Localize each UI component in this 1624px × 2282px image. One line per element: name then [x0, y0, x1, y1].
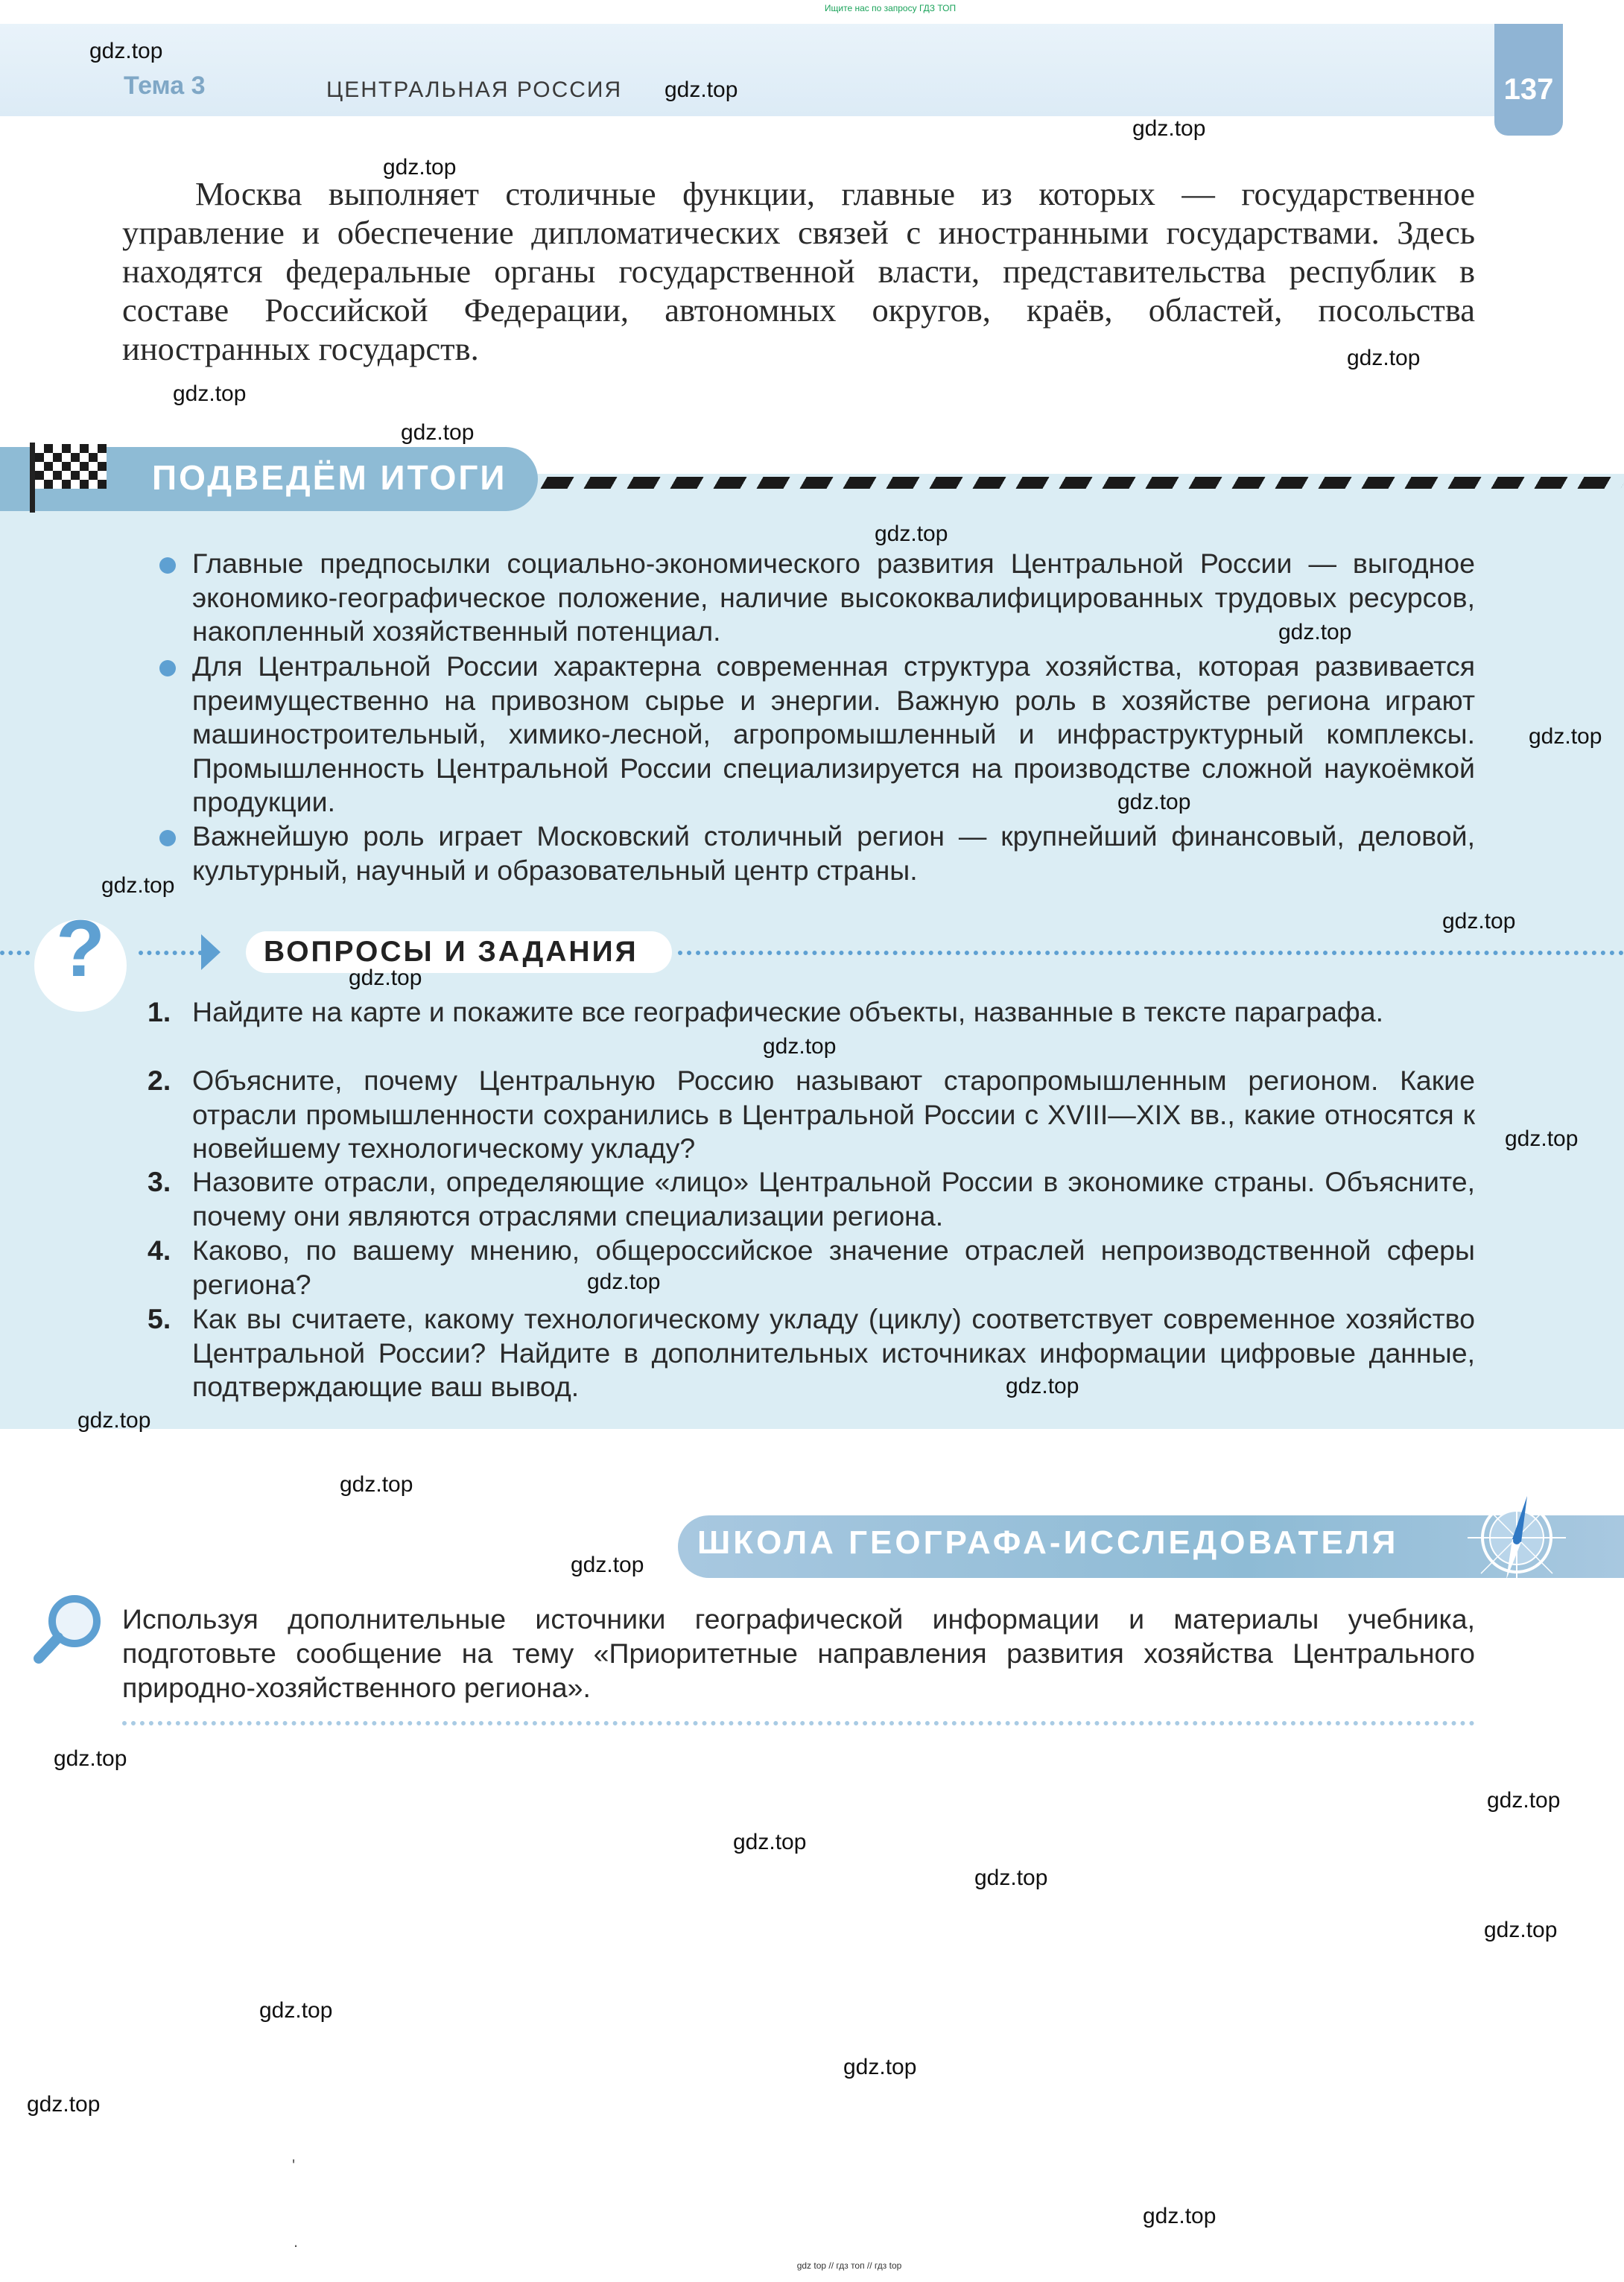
watermark: gdz.top — [1442, 909, 1516, 934]
watermark: gdz.top — [89, 39, 163, 63]
watermark: gdz.top — [1006, 1374, 1079, 1398]
question-number: 4. — [148, 1235, 171, 1266]
arrow-right-icon — [201, 934, 221, 970]
watermark: gdz.top — [1484, 1918, 1558, 1942]
question-number: 1. — [148, 996, 171, 1027]
watermark: gdz.top — [101, 873, 175, 898]
watermark: gdz.top — [1505, 1126, 1579, 1151]
watermark: gdz.top — [1347, 346, 1421, 370]
watermark: gdz.top — [763, 1034, 837, 1059]
section-title: ЦЕНТРАЛЬНАЯ РОССИЯ — [326, 77, 623, 102]
summary-bullet — [192, 650, 1475, 820]
question-item — [148, 1165, 1475, 1233]
watermark: gdz.top — [27, 2092, 101, 2117]
question-text: Каково, по вашему мнению, общероссийское значение отраслей непроизводственной сферы региона? — [192, 1235, 1475, 1300]
magnifier-icon — [31, 1591, 106, 1666]
compass-icon — [1465, 1486, 1569, 1590]
checkered-flag-icon — [35, 444, 107, 489]
watermark: gdz.top — [733, 1830, 807, 1854]
question-number: 5. — [148, 1303, 171, 1334]
question-item — [148, 1302, 1475, 1404]
watermark: gdz.top — [383, 155, 457, 180]
watermark: gdz.top — [875, 522, 948, 546]
bullet-dot-icon — [159, 557, 176, 574]
watermark: gdz.top — [54, 1746, 127, 1771]
question-text: Объясните, почему Центральную Россию называют старопромышленным регионом. Какие отрасли промышленности сохранились в Центральной России с XVIII—XIX вв., какие относятся к новейшему технологическому укладу? — [192, 1065, 1475, 1164]
question-text: Найдите на карте и покажите все географические объекты, названные в тексте параграфа. — [192, 996, 1384, 1027]
watermark: gdz.top — [1487, 1788, 1561, 1813]
bullet-dot-icon — [159, 660, 176, 676]
questions-dots-mid — [139, 951, 203, 955]
summary-dashed-line — [540, 477, 1624, 489]
watermark: gdz.top — [173, 381, 247, 406]
bottom-banner-text: gdz top // гдз топ // гдз top — [796, 2260, 902, 2271]
intro-paragraph: Москва выполняет столичные функции, главные из которых — государственное управление и обеспечение дипломатических связей с иностранными государствами. Здесь находятся федеральные органы государственной власти, представительства республик в составе Российской Федерации, автономных округов, краёв, областей, посольства иностранных государств. — [122, 175, 1475, 367]
question-item — [148, 1064, 1475, 1166]
watermark: gdz.top — [1132, 116, 1206, 141]
summary-bullet-text: Важнейшую роль играет Московский столичный регион — крупнейший финансовый, деловой, культурный, научный и образовательный центр страны. — [192, 820, 1475, 886]
watermark: gdz.top — [1278, 620, 1352, 644]
watermark: gdz.top — [1117, 790, 1191, 814]
question-text: Назовите отрасли, определяющие «лицо» Центральной России в экономике страны. Объясните, почему они являются отраслями специализации региона. — [192, 1166, 1475, 1232]
question-number: 2. — [148, 1065, 171, 1096]
top-banner-text: Ищите нас по запросу ГДЗ ТОП — [824, 3, 957, 13]
question-mark-icon: ? — [56, 903, 105, 993]
questions-dots-right — [678, 951, 1624, 955]
watermark: gdz.top — [664, 77, 738, 102]
school-dotted-line — [122, 1721, 1475, 1725]
question-item — [148, 995, 1475, 1030]
question-text: Как вы считаете, какому технологическому укладу (циклу) соответствует современное хозяйство Центральной России? Найдите в дополнительных источниках информации цифровые данные, подтверждающие ваш вывод. — [192, 1303, 1475, 1402]
scan-speck: . — [294, 2232, 299, 2251]
watermark: gdz.top — [259, 1998, 333, 2023]
summary-bullet — [192, 820, 1475, 887]
topic-label: Тема 3 — [124, 72, 206, 100]
summary-bullet-text: Для Центральной России характерна современная структура хозяйства, которая развивается преимущественно на привозном сырье и энергии. Важную роль в хозяйстве региона играют машиностроительный, химико-лесной, агропромышленный и инфраструктурный комплексы. Промышленность Центральной России специализируется на производстве сложной наукоёмкой продукции. — [192, 650, 1475, 817]
scan-speck: ' — [292, 2156, 296, 2175]
watermark: gdz.top — [401, 420, 475, 445]
question-number: 3. — [148, 1166, 171, 1197]
watermark: gdz.top — [571, 1553, 644, 1577]
watermark: gdz.top — [349, 966, 422, 990]
school-task-text: Используя дополнительные источники географической информации и материалы учебника, подготовьте сообщение на тему «Приоритетные направления развития хозяйства Центрального природно-хозяйственного региона». — [122, 1603, 1475, 1703]
header-band — [0, 24, 1496, 116]
questions-heading: ВОПРОСЫ И ЗАДАНИЯ — [264, 936, 638, 968]
watermark: gdz.top — [1529, 724, 1602, 749]
school-heading: ШКОЛА ГЕОГРАФА-ИССЛЕДОВАТЕЛЯ — [697, 1524, 1399, 1561]
watermark: gdz.top — [77, 1408, 151, 1433]
watermark: gdz.top — [974, 1866, 1048, 1890]
watermark: gdz.top — [587, 1270, 661, 1294]
question-item — [148, 1234, 1475, 1302]
watermark: gdz.top — [843, 2055, 917, 2079]
flag-pole — [30, 443, 35, 513]
bullet-dot-icon — [159, 830, 176, 846]
summary-heading: ПОДВЕДЁМ ИТОГИ — [152, 458, 507, 497]
watermark: gdz.top — [1143, 2204, 1217, 2228]
questions-dots-left — [0, 951, 30, 955]
page-number: 137 — [1503, 73, 1554, 106]
watermark: gdz.top — [340, 1472, 413, 1497]
summary-bullet-text: Главные предпосылки социально-экономического развития Центральной России — выгодное экономико-географическое положение, наличие высококвалифицированных трудовых ресурсов, накопленный хозяйственный потенциал. — [192, 548, 1475, 647]
